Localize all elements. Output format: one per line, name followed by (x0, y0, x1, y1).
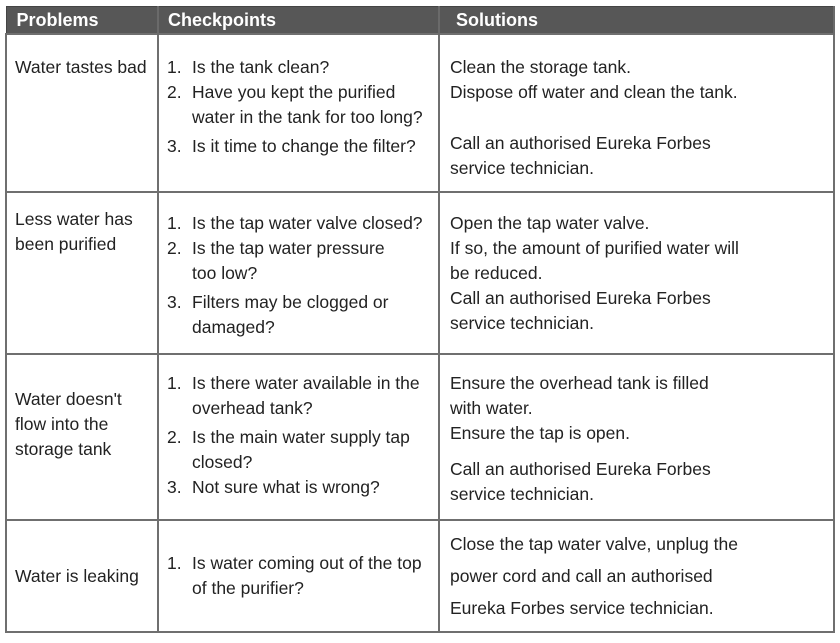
checkpoint-item: 2. Is the tap water pressure too low? (167, 238, 385, 283)
checkpoint-item: 1. Is water coming out of the top of the purifier? (167, 553, 422, 598)
solution-text: Dispose off water and clean the tank. (450, 82, 738, 102)
checkpoints-cell (158, 192, 439, 354)
problem-cell (6, 520, 158, 632)
table-row (6, 520, 834, 632)
solution-text: Call an authorised Eureka Forbes service technician. (450, 288, 711, 333)
solution-text: Ensure the overhead tank is filled with water. (450, 373, 709, 418)
solution-text: Call an authorised Eureka Forbes service technician. (450, 133, 711, 178)
header-solutions: Solutions (439, 7, 834, 35)
checkpoint-item: 2. Have you kept the purified water in the tank for too long? (167, 82, 423, 127)
checkpoint-item: 3. Is it time to change the filter? (167, 136, 416, 156)
solution-text: If so, the amount of purified water will be reduced. (450, 238, 739, 283)
header-problems: Problems (6, 7, 158, 35)
checkpoint-item: 1. Is the tap water valve closed? (167, 213, 423, 233)
checkpoint-item: 3. Not sure what is wrong? (167, 477, 380, 497)
table-row (6, 34, 834, 192)
solution-text: Close the tap water valve, unplug the power cord and call an authorised Eureka Forbes service technician. (450, 534, 738, 618)
problem-text: Water tastes bad (15, 57, 147, 77)
solution-text: Open the tap water valve. (450, 213, 650, 233)
checkpoints-cell (158, 34, 439, 192)
solutions-cell (439, 354, 834, 520)
checkpoints-cell (158, 354, 439, 520)
checkpoint-item: 2. Is the main water supply tap closed? (167, 427, 410, 472)
checkpoint-item: 3. Filters may be clogged or damaged? (167, 292, 389, 337)
solutions-cell (439, 192, 834, 354)
checkpoint-item: 1. Is the tank clean? (167, 57, 330, 77)
problem-cell (6, 192, 158, 354)
solutions-cell (439, 520, 834, 632)
solution-text: Call an authorised Eureka Forbes service technician. (450, 459, 711, 504)
troubleshooting-table (5, 6, 835, 633)
problem-text: Water doesn't flow into the storage tank (15, 389, 122, 459)
problem-text: Water is leaking (15, 565, 139, 586)
solution-text: Clean the storage tank. (450, 57, 631, 77)
solutions-cell (439, 34, 834, 192)
checkpoints-cell (158, 520, 439, 632)
table-row (6, 354, 834, 520)
problem-cell (6, 354, 158, 520)
checkpoint-item: 1. Is there water available in the overhead tank? (167, 373, 420, 418)
header-row (6, 7, 834, 35)
solution-text: Ensure the tap is open. (450, 423, 630, 443)
problem-cell (6, 34, 158, 192)
header-checkpoints: Checkpoints (158, 7, 439, 35)
problem-text: Less water has been purified (15, 209, 133, 254)
table-row (6, 192, 834, 354)
